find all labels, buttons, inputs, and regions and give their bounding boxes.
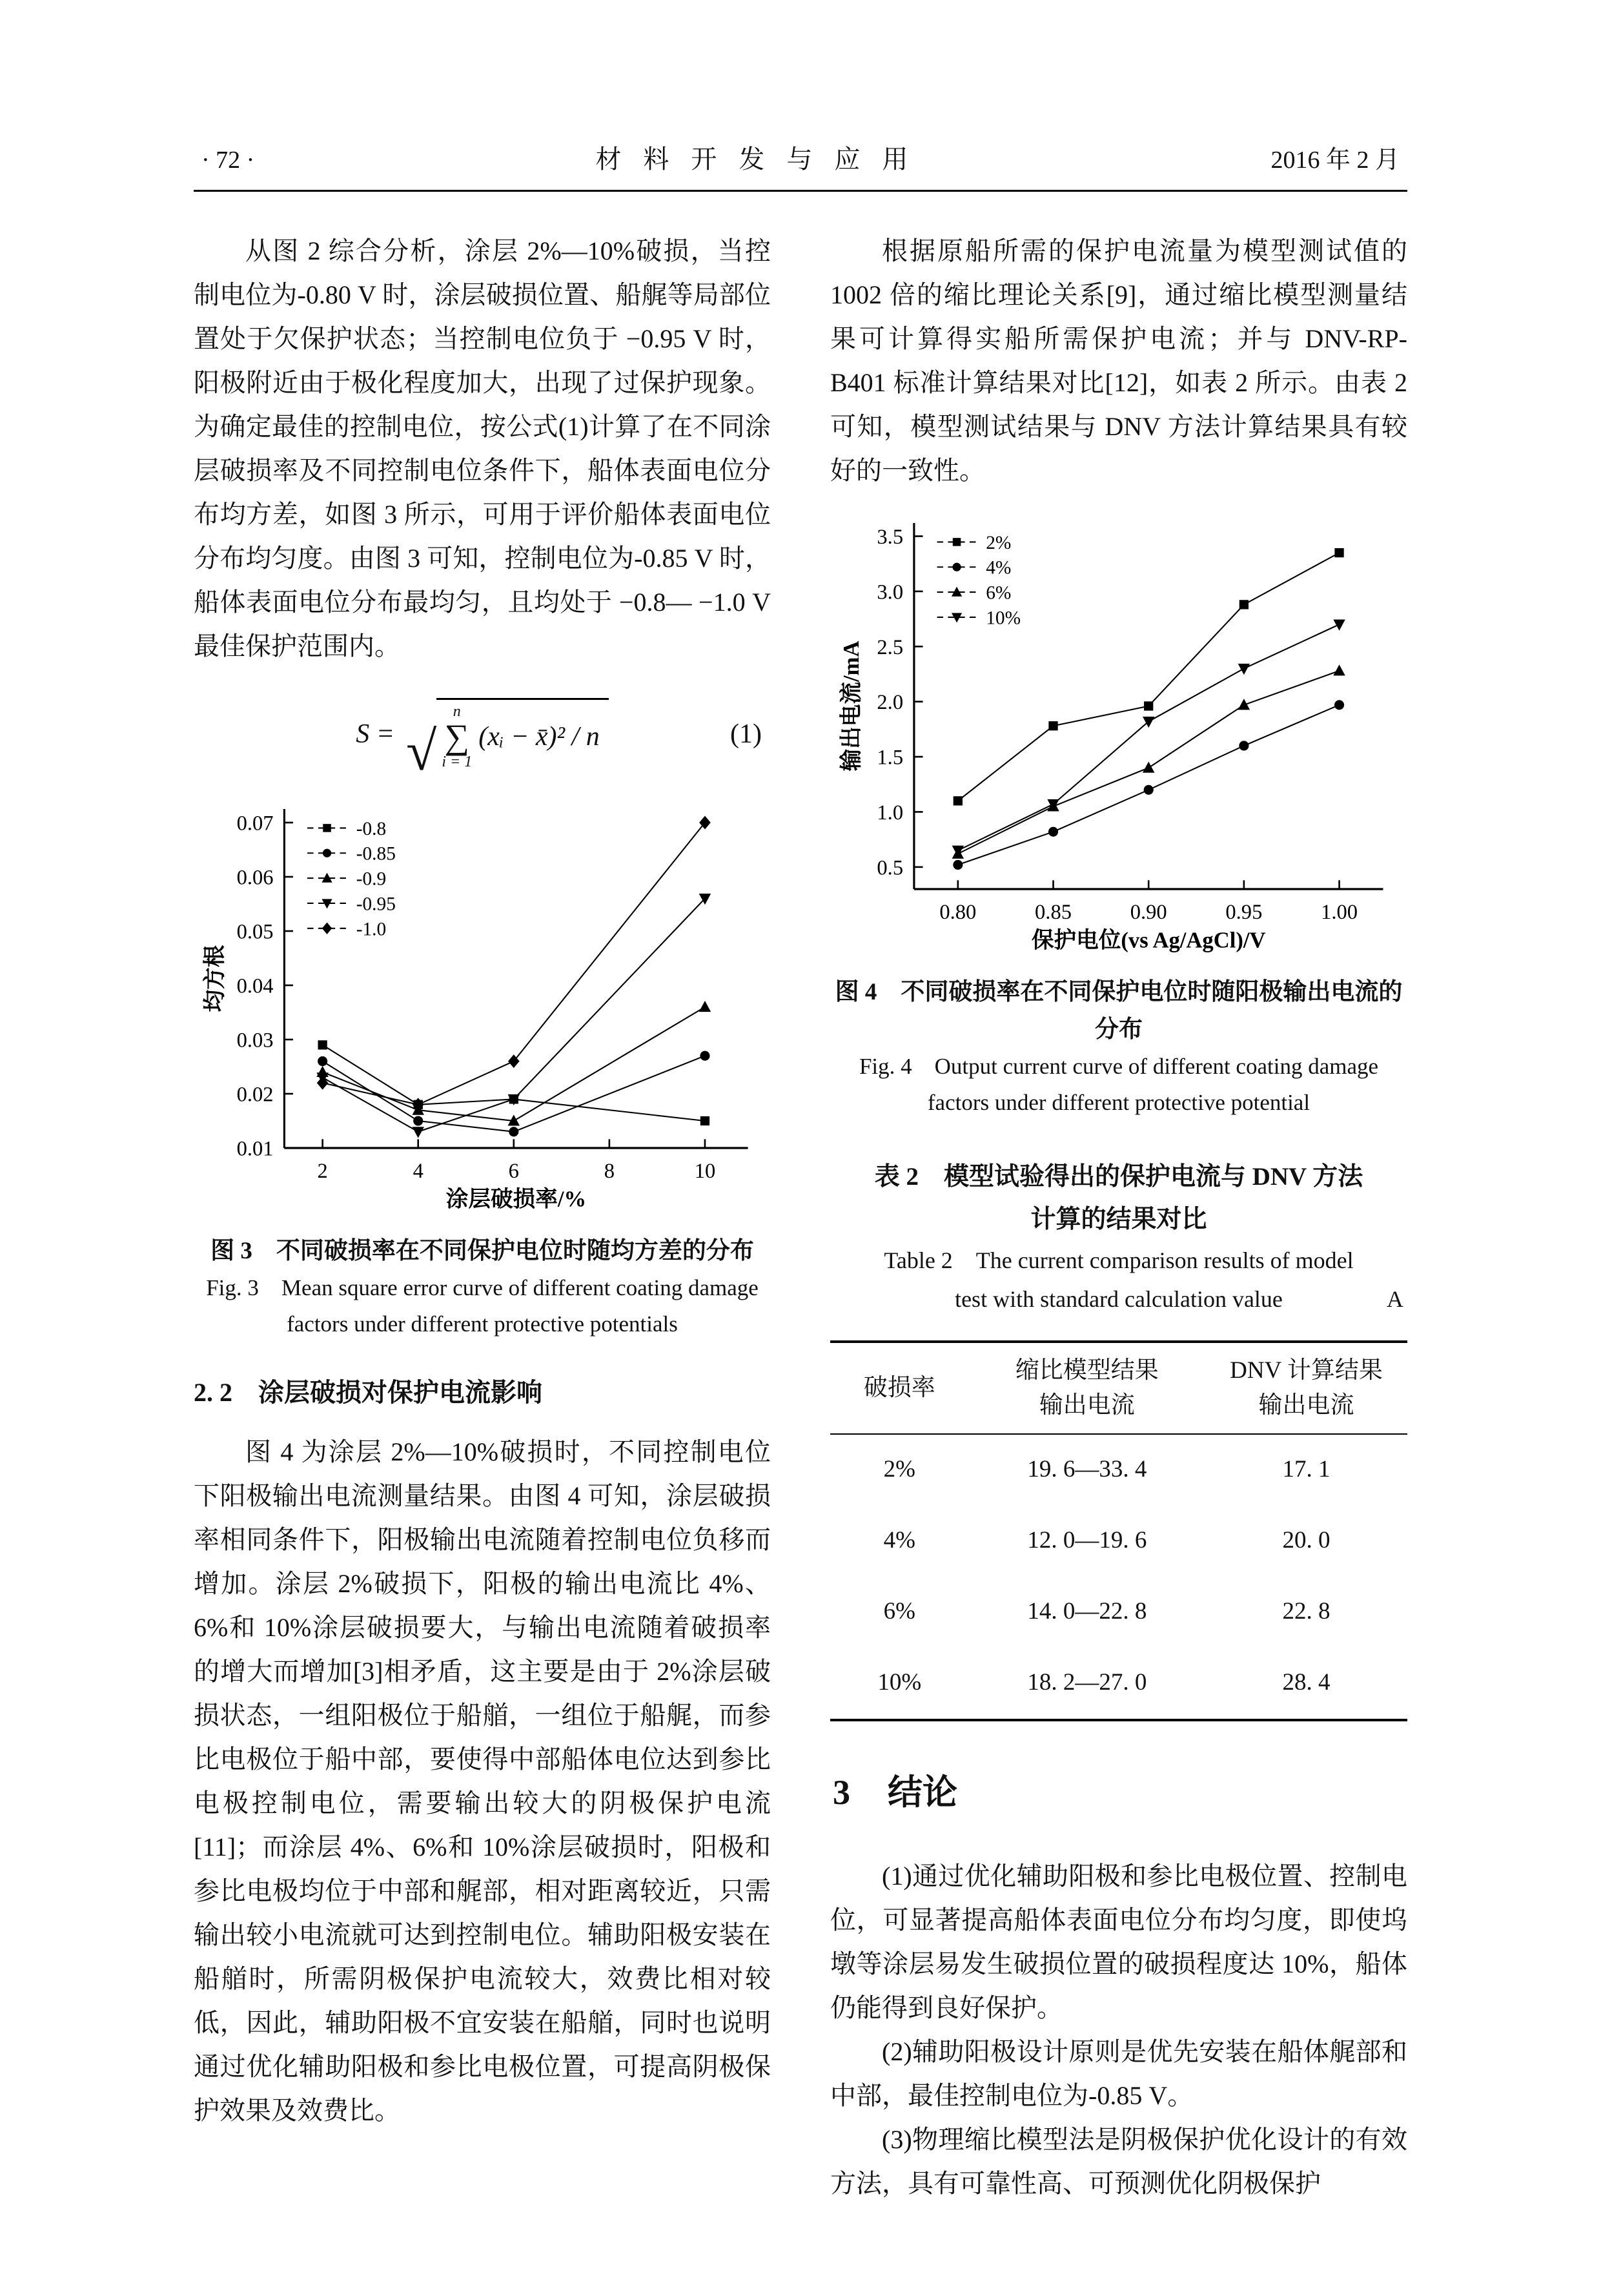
two-column-body bbox=[194, 229, 1407, 2206]
figure3-chart bbox=[194, 795, 771, 1216]
svg-text:-1.0: -1.0 bbox=[356, 919, 387, 940]
table-row: 6% 14. 0—22. 8 22. 8 bbox=[883, 1598, 1331, 1625]
figure4-caption-cn: 图 4 不同破损率在不同保护电位时随阳极输出电流的分布 bbox=[835, 979, 1403, 1043]
section-2-2-heading: 2. 2 涂层破损对保护电流影响 bbox=[194, 1378, 542, 1407]
paragraph-scale-model: 根据原船所需的保护电流量为模型测试值的 1002 倍的缩比理论关系[9]，通过缩比模型测量结果可计算得实船所需保护电流；并与 DNV-RP-B401 标准计算结果对比[12]，如表 2 所示。由表 2 可知，模型测试结果与 DNV 方法计算结果具有较好的一致性。 bbox=[830, 236, 1407, 485]
journal-title: 材料开发与应用 bbox=[595, 145, 930, 174]
svg-text:0.05: 0.05 bbox=[236, 920, 274, 944]
col-damage-rate: 破损率 bbox=[830, 1342, 969, 1434]
figure4-caption-en-line1: Fig. 4 Output current curve of different coating damage bbox=[859, 1054, 1379, 1079]
conclusion-1: (1)通过优化辅助阳极和参比电极位置、控制电位，可显著提高船体表面电位分布均匀度，即使坞墩等涂层易发生破损位置的破损程度达 10%，船体仍能得到良好保护。 bbox=[830, 1861, 1407, 2022]
svg-text:3.0: 3.0 bbox=[877, 580, 904, 604]
svg-text:2%: 2% bbox=[986, 532, 1012, 553]
table2-unit: A bbox=[1387, 1286, 1403, 1312]
svg-text:0.5: 0.5 bbox=[877, 856, 904, 880]
issue-date: 2016 年 2 月 bbox=[1270, 147, 1400, 174]
svg-text:4: 4 bbox=[413, 1160, 423, 1184]
svg-text:1.00: 1.00 bbox=[1321, 901, 1358, 925]
svg-text:2: 2 bbox=[317, 1160, 328, 1184]
figure-3 bbox=[194, 795, 771, 1342]
svg-text:10%: 10% bbox=[986, 608, 1021, 629]
svg-text:-0.9: -0.9 bbox=[356, 868, 387, 890]
svg-text:输出电流/mA: 输出电流/mA bbox=[839, 641, 864, 772]
svg-text:均方根: 均方根 bbox=[202, 945, 227, 1012]
figure4-caption-en-line2: factors under different protective potential bbox=[927, 1090, 1310, 1115]
radicand bbox=[436, 698, 608, 770]
svg-text:2.0: 2.0 bbox=[877, 691, 904, 715]
svg-text:1.0: 1.0 bbox=[877, 801, 904, 825]
paragraph-fig4-discussion: 图 4 为涂层 2%—10%破损时，不同控制电位下阳极输出电流测量结果。由图 4 可知，涂层破损率相同条件下，阳极输出电流随着控制电位负移而增加。涂层 2%破损下，阳极的输出电流比 4%、6%和 10%涂层破损要大，与输出电流随着破损率的增大而增加[3]相矛盾，这主要是由于 2%涂层破损状态，一组阳极位于船艏，一组位于船艉，而参比电极位于船中部，要使得中部船体电位达到参比电极控制电位，需要输出较大的阴极保护电流[11]；而涂层 4%、6%和 10%涂层破损时，阳极和参比电极均位于中部和艉部，相对距离较近，只需输出较小电流就可达到控制电位。辅助阳极安装在船艏时，所需阴极保护电流较大，效费比相对较低，因此，辅助阳极不宜安装在船艏，同时也说明通过优化辅助阳极和参比电极位置，可提高阴极保护效果及效费比。 bbox=[194, 1437, 771, 2125]
svg-text:0.02: 0.02 bbox=[236, 1083, 274, 1107]
table-row: 4% 12. 0—19. 6 20. 0 bbox=[883, 1527, 1331, 1553]
figure3-caption-en-line1: Fig. 3 Mean square error curve of different coating damage bbox=[206, 1275, 759, 1300]
equation-number: (1) bbox=[730, 719, 762, 749]
svg-text:0.07: 0.07 bbox=[236, 812, 274, 835]
table-header-row bbox=[830, 1342, 1407, 1434]
svg-text:0.90: 0.90 bbox=[1130, 901, 1167, 925]
table2-title-en-line2: test with standard calculation value A bbox=[830, 1280, 1407, 1318]
figure3-caption-cn: 图 3 不同破损率在不同保护电位时随均方差的分布 bbox=[210, 1238, 754, 1264]
section-3-heading: 3 结论 bbox=[833, 1773, 957, 1812]
table2-title-en-line1: Table 2 The current comparison results of model bbox=[884, 1247, 1354, 1273]
svg-text:3.5: 3.5 bbox=[877, 526, 904, 549]
equation-expression: (xᵢ − x̄)² / n bbox=[478, 722, 600, 752]
page-number: · 72 · bbox=[201, 147, 255, 174]
table2-title-cn-line2: 计算的结果对比 bbox=[1030, 1205, 1207, 1233]
svg-text:6%: 6% bbox=[986, 582, 1012, 604]
svg-text:0.95: 0.95 bbox=[1225, 901, 1263, 925]
sqrt-radical bbox=[406, 698, 609, 782]
table-row: 10% 18. 2—27. 0 28. 4 bbox=[877, 1669, 1331, 1696]
figure-4 bbox=[830, 509, 1407, 1121]
svg-text:1.5: 1.5 bbox=[877, 746, 904, 770]
svg-text:8: 8 bbox=[604, 1160, 615, 1184]
svg-text:0.80: 0.80 bbox=[939, 901, 977, 925]
right-column bbox=[830, 229, 1407, 2206]
svg-text:0.03: 0.03 bbox=[236, 1029, 274, 1052]
svg-text:10: 10 bbox=[694, 1160, 716, 1184]
conclusion-2: (2)辅助阳极设计原则是优先安装在船体艉部和中部，最佳控制电位为-0.85 V。 bbox=[830, 2037, 1407, 2110]
table2-title-cn-line1: 表 2 模型试验得出的保护电流与 DNV 方法 bbox=[874, 1163, 1363, 1191]
radical-sign: √ bbox=[406, 719, 437, 782]
equation-1 bbox=[194, 698, 771, 782]
svg-text:保护电位(vs Ag/AgCl)/V: 保护电位(vs Ag/AgCl)/V bbox=[1031, 928, 1266, 953]
svg-text:-0.85: -0.85 bbox=[356, 843, 396, 865]
svg-text:4%: 4% bbox=[986, 557, 1012, 579]
col-dnv-result: DNV 计算结果 输出电流 bbox=[1205, 1342, 1407, 1434]
figure4-chart bbox=[830, 509, 1407, 957]
sigma-symbol: ∑ bbox=[444, 717, 470, 756]
table-row: 2% 19. 6—33. 4 17. 1 bbox=[883, 1456, 1331, 1482]
svg-text:0.06: 0.06 bbox=[236, 866, 274, 890]
svg-text:0.04: 0.04 bbox=[236, 974, 274, 998]
svg-text:0.85: 0.85 bbox=[1035, 901, 1072, 925]
svg-text:涂层破损率/%: 涂层破损率/% bbox=[445, 1187, 587, 1212]
left-column bbox=[194, 229, 771, 2206]
col-model-result: 缩比模型结果 输出电流 bbox=[969, 1342, 1206, 1434]
figure3-caption-en-line2: factors under different protective potentials bbox=[287, 1311, 678, 1337]
table-2 bbox=[830, 1156, 1407, 1721]
comparison-table bbox=[830, 1340, 1407, 1721]
svg-text:0.01: 0.01 bbox=[236, 1137, 274, 1161]
svg-text:-0.8: -0.8 bbox=[356, 818, 387, 839]
summation: n ∑ i = 1 bbox=[442, 703, 473, 770]
page-header bbox=[194, 139, 1407, 192]
equation-lhs: S = bbox=[356, 719, 395, 749]
svg-text:2.5: 2.5 bbox=[877, 635, 904, 659]
svg-text:-0.95: -0.95 bbox=[356, 894, 396, 915]
svg-text:6: 6 bbox=[508, 1160, 519, 1184]
paragraph-analysis-fig2: 从图 2 综合分析，涂层 2%—10%破损，当控制电位为-0.80 V 时，涂层破损位置、船艉等局部位置处于欠保护状态；当控制电位负于 −0.95 V 时，阳极附近由于极化程度加大，出现了过保护现象。为确定最佳的控制电位，按公式(1)计算了在不同涂层破损率及不同控制电位条件下，船体表面电位分布均方差，如图 3 所示，可用于评价船体表面电位分布均匀度。由图 3 可知，控制电位为-0.85 V 时，船体表面电位分布最均匀，且均处于 −0.8— −1.0 V 最佳保护范围内。 bbox=[194, 236, 771, 661]
conclusion-3: (3)物理缩比模型法是阴极保护优化设计的有效方法，具有可靠性高、可预测优化阴极保护 bbox=[830, 2125, 1407, 2198]
